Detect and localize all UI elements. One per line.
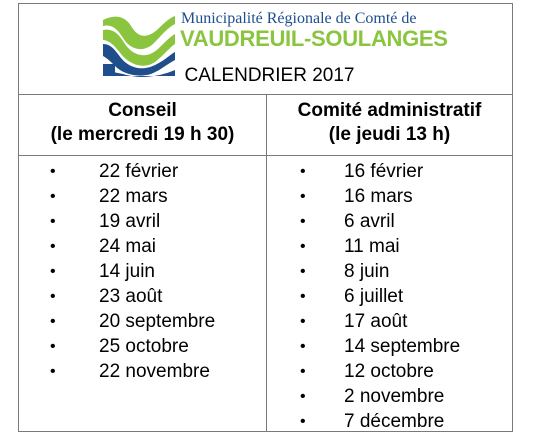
- bullet-icon: •: [50, 238, 56, 255]
- date-text: 19 avril: [99, 211, 161, 232]
- bullet-icon: •: [300, 288, 306, 305]
- list-item: [268, 234, 512, 259]
- list-item: [268, 159, 512, 184]
- bullet-icon: •: [50, 263, 56, 280]
- bullet-icon: •: [50, 213, 56, 230]
- list-item: [268, 309, 512, 334]
- date-text: 16 mars: [344, 186, 413, 207]
- bullet-icon: •: [300, 163, 306, 180]
- bullet-icon: •: [300, 388, 306, 405]
- date-text: 2 novembre: [344, 386, 445, 407]
- list-item: [19, 259, 265, 284]
- list-item: [268, 384, 512, 409]
- date-text: 17 août: [344, 311, 408, 332]
- list-item: [268, 409, 512, 434]
- bullet-icon: •: [300, 188, 306, 205]
- date-text: 6 avril: [344, 211, 395, 232]
- date-text: 14 septembre: [344, 336, 461, 357]
- bullet-icon: •: [300, 213, 306, 230]
- date-text: 12 octobre: [344, 361, 434, 382]
- date-text: 6 juillet: [344, 286, 404, 307]
- date-text: 25 octobre: [99, 336, 189, 357]
- list-item: [268, 209, 512, 234]
- list-item: [19, 334, 265, 359]
- list-item: [19, 159, 265, 184]
- bullet-icon: •: [300, 413, 306, 430]
- date-text: 14 juin: [99, 261, 155, 282]
- date-text: 20 septembre: [99, 311, 216, 332]
- list-item: [19, 359, 265, 384]
- column-header-comite: [267, 94, 512, 156]
- calendar-table: [18, 3, 513, 432]
- bullet-icon: •: [50, 363, 56, 380]
- calendar-title: CALENDRIER 2017: [184, 65, 355, 86]
- bullet-icon: •: [300, 238, 306, 255]
- bullet-icon: •: [50, 338, 56, 355]
- date-text: 22 mars: [99, 186, 168, 207]
- bullet-icon: •: [300, 263, 306, 280]
- bullet-icon: •: [50, 288, 56, 305]
- list-item: [268, 184, 512, 209]
- date-text: 16 février: [344, 161, 424, 182]
- list-item: [268, 359, 512, 384]
- column-subtitle: (le mercredi 19 h 30): [50, 124, 235, 145]
- list-item: [19, 284, 265, 309]
- list-item: [268, 259, 512, 284]
- date-text: 7 décembre: [344, 411, 445, 432]
- bullet-icon: •: [50, 313, 56, 330]
- bullet-icon: •: [300, 338, 306, 355]
- bullet-icon: •: [50, 188, 56, 205]
- date-text: 22 février: [99, 161, 179, 182]
- column-title: Comité administratif: [297, 100, 482, 121]
- list-item: [268, 334, 512, 359]
- date-text: 22 novembre: [99, 361, 210, 382]
- column-title: Conseil: [108, 100, 177, 121]
- list-item: [19, 234, 265, 259]
- date-text: 24 mai: [99, 236, 157, 257]
- comite-date-list: [268, 159, 512, 434]
- list-item: [19, 209, 265, 234]
- date-text: 11 mai: [344, 236, 400, 257]
- list-item: [19, 184, 265, 209]
- column-divider: [266, 156, 267, 431]
- date-text: 23 août: [99, 286, 163, 307]
- date-text: 8 juin: [344, 261, 390, 282]
- list-item: [268, 284, 512, 309]
- bullet-icon: •: [50, 163, 56, 180]
- column-subtitle: (le jeudi 13 h): [328, 124, 451, 145]
- org-name-line1: Municipalité Régionale de Comté de: [181, 10, 417, 27]
- bullet-icon: •: [300, 313, 306, 330]
- header: [19, 4, 512, 95]
- conseil-date-list: [19, 159, 265, 384]
- list-item: [19, 309, 265, 334]
- column-header-conseil: [19, 94, 267, 156]
- org-name-line2: VAUDREUIL-SOULANGES: [180, 26, 448, 51]
- bullet-icon: •: [300, 363, 306, 380]
